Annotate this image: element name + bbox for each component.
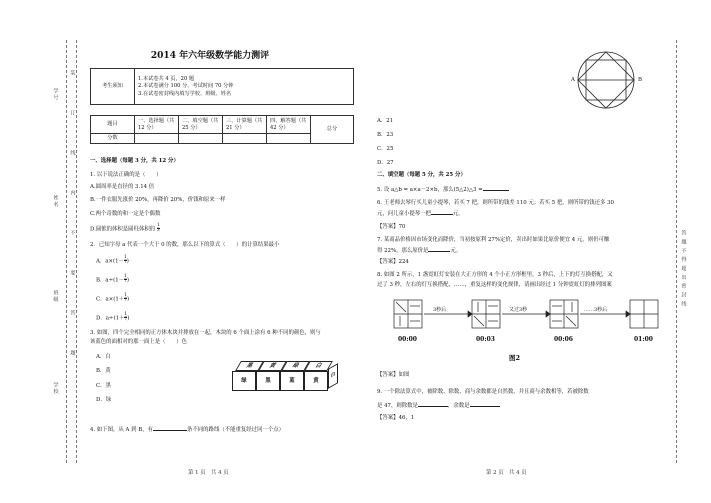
binding-line-left xyxy=(66,40,67,463)
q4-option-c: C．25 xyxy=(377,146,394,152)
binding-label-name: 姓名 xyxy=(52,195,59,208)
score-cell[interactable] xyxy=(267,134,311,144)
q3-option-a: A．白 xyxy=(96,354,111,360)
binding-label-student-id: 学号 xyxy=(52,88,59,101)
answer-8: 【答案】如图 xyxy=(377,372,410,378)
score-cell[interactable] xyxy=(135,134,179,144)
notice-table xyxy=(90,68,354,105)
step-label-1: 3秒后 xyxy=(433,307,447,313)
score-row-label: 分数 xyxy=(91,134,135,144)
step-label-2: 又过3秒 xyxy=(509,307,528,313)
cube-front-3: 蓝 xyxy=(280,371,304,391)
cube-front-4: 黄 xyxy=(304,371,328,391)
time-3: 01:00 xyxy=(634,336,653,343)
binding-label-right: 答 题 不 得 超 出 密 封 线 xyxy=(680,230,687,307)
q1-option-b: B.一件衣服先涨价 20%，再降价 20%，价钱和原来一样 xyxy=(90,197,226,203)
score-table xyxy=(90,115,354,144)
circle-square-diagram xyxy=(574,49,638,111)
question-8-line-2: 过了 3 秒，左右的灯互换搭配，……，重复这样的变化规律，请画出经过 1 分钟霓虹灯的排列图案 xyxy=(377,282,612,288)
score-col-total: 总分 xyxy=(311,116,354,144)
cube-top-2: 黄 xyxy=(258,361,287,371)
question-5: 5. 设 a△b = a×a－2×b，那么(5△2)△3 = xyxy=(377,186,509,194)
q1-fraction: $\frac{1}{3}$ xyxy=(156,223,160,234)
question-9-line-1: 9. 一个除法算式中，被除数、除数、商与余数都是自然数，并且商与余数相等，若被除数 xyxy=(377,389,589,395)
q4-option-d: D．27 xyxy=(377,160,394,166)
notice-line: 1.本试卷共 4 页，20 题 xyxy=(138,75,195,82)
score-cell[interactable] xyxy=(223,134,267,144)
q9-divisor-blank[interactable] xyxy=(418,402,448,407)
cube-top-1: 黑 xyxy=(235,361,264,371)
binding-label-class: 班级 xyxy=(52,290,59,303)
time-1: 00:03 xyxy=(476,336,495,343)
step-label-3: ……3秒后 xyxy=(584,307,608,313)
question-3-line-2: 该蓝色的面相对的那一面上是（ ）色 xyxy=(90,339,188,345)
binding-line-left-inner xyxy=(76,40,77,463)
question-7-line-2: 得 22%，那么原价是 元。 xyxy=(377,248,462,254)
question-6-line-2: 元，问儿童小提琴一把 元。 xyxy=(377,211,464,217)
q4-answer-blank[interactable] xyxy=(153,426,187,431)
score-col-calc: 三、计算题（共 21 分） xyxy=(223,116,267,134)
neon-light-figure xyxy=(392,298,662,332)
question-4: 4. 如下图，从 A 到 B，有 条不同的路线（不能重复经过同一个点） xyxy=(90,427,285,433)
answer-7: 【答案】224 xyxy=(377,259,409,265)
q5-answer-blank[interactable] xyxy=(483,186,509,191)
q6-answer-blank[interactable] xyxy=(431,210,453,215)
q3-option-c: C．黑 xyxy=(96,383,111,389)
section-2-heading: 二、填空题（每题 5 分，共 25 分） xyxy=(377,172,466,178)
section-1-heading: 一、选择题（每题 3 分，共 12 分） xyxy=(90,158,179,164)
figure-2-caption: 图2 xyxy=(509,354,521,362)
cube-side: 白 xyxy=(328,363,338,389)
binding-line-right xyxy=(676,40,677,463)
q4-option-a: A．21 xyxy=(377,118,394,124)
q2-option-c: C．a×(1＋ $\frac{1}{7}$ ) xyxy=(96,293,130,304)
question-7-line-1: 7. 某商品价格因市场变化而降价，当初按原利 27%定价，卖出时如果比原价便宜 4 元，则仍可赚 xyxy=(377,237,610,243)
answer-6: 【答案】70 xyxy=(377,224,406,230)
cube-top-3: 绿 xyxy=(281,361,310,371)
notice-content xyxy=(135,69,354,105)
point-a-label: A xyxy=(571,77,575,83)
q2-option-a: A．a×(1－ $\frac{1}{7}$ ) xyxy=(96,255,129,266)
binding-label-school: 学校 xyxy=(52,382,59,395)
question-6-line-1: 6. 王老师去琴行买儿童小提琴，若买 7 把，则所带的钱差 110 元；若买 5 把，则所带的钱还多 30 xyxy=(377,200,614,206)
question-3-line-1: 3. 如图，四个完全相同的正方体木块并排放在一起，木块的 6 个面上涂有 6 种不同的颜色，则与 xyxy=(90,330,321,336)
question-8-line-1: 8. 如图 2 所示，1 盏霓虹灯安装在大正方形的 4 个小正方形框里，3 秒后，上下的灯互换搭配，又 xyxy=(377,272,613,278)
q3-option-d: D．绿 xyxy=(96,397,112,403)
score-cell[interactable] xyxy=(179,134,223,144)
question-2: 2．已知字母 a 代表一个大于 0 的数，那么以下的算式（ ）的计算结果最小 xyxy=(90,242,280,248)
notice-line: 3.在试卷密封线内填写学校、班级、姓名 xyxy=(138,90,232,97)
time-0: 00:00 xyxy=(398,336,417,343)
score-col-choice: 一、选择题（共 12 分） xyxy=(135,116,179,134)
time-2: 00:06 xyxy=(554,336,573,343)
answer-9: 【答案】46，1 xyxy=(377,415,415,421)
notice-line: 2.本试卷满分 100 分，考试时间 70 分钟 xyxy=(138,83,234,90)
q1-option-c: C.两个奇数的和一定是个偶数 xyxy=(90,211,161,217)
q3-option-b: B．黄 xyxy=(96,368,111,374)
page-title: 2014 年六年级数学能力测评 xyxy=(150,51,270,61)
q1-option-a: A.圆周率是直径的 3.14 倍 xyxy=(90,184,155,190)
cube-front-2: 黑 xyxy=(256,371,280,391)
score-col-solve: 四、解答题（共 42 分） xyxy=(267,116,311,134)
score-col-fill: 二、填空题（共 25 分） xyxy=(179,116,223,134)
q9-remainder-blank[interactable] xyxy=(470,402,500,407)
page-1-footer: 第 1 页 共 4 页 xyxy=(188,470,229,476)
question-9-line-2: 是 47，则除数是 ，余数是 xyxy=(377,402,500,410)
q4-option-b: B．23 xyxy=(377,132,394,138)
point-b-label: B xyxy=(638,77,642,83)
q2-option-b: B．a÷(1－ $\frac{1}{7}$ ) xyxy=(96,274,129,285)
q2-option-d: D．a÷(1＋ $\frac{1}{7}$ ) xyxy=(96,312,130,323)
cube-front-1: 绿 xyxy=(232,371,256,391)
page-2-footer: 第 2 页 共 4 页 xyxy=(486,470,527,476)
cube-top-4: 白 xyxy=(304,361,333,371)
q7-answer-blank[interactable] xyxy=(428,247,450,252)
notice-label: 考生须知 xyxy=(91,69,135,105)
score-table-row-label: 题目 xyxy=(91,116,135,134)
q1-option-d: D.圆锥的体积是圆柱体积的 $\frac{1}{3}$ xyxy=(90,223,160,234)
question-1: 1. 以下说法正确的是（ ） xyxy=(90,172,162,178)
